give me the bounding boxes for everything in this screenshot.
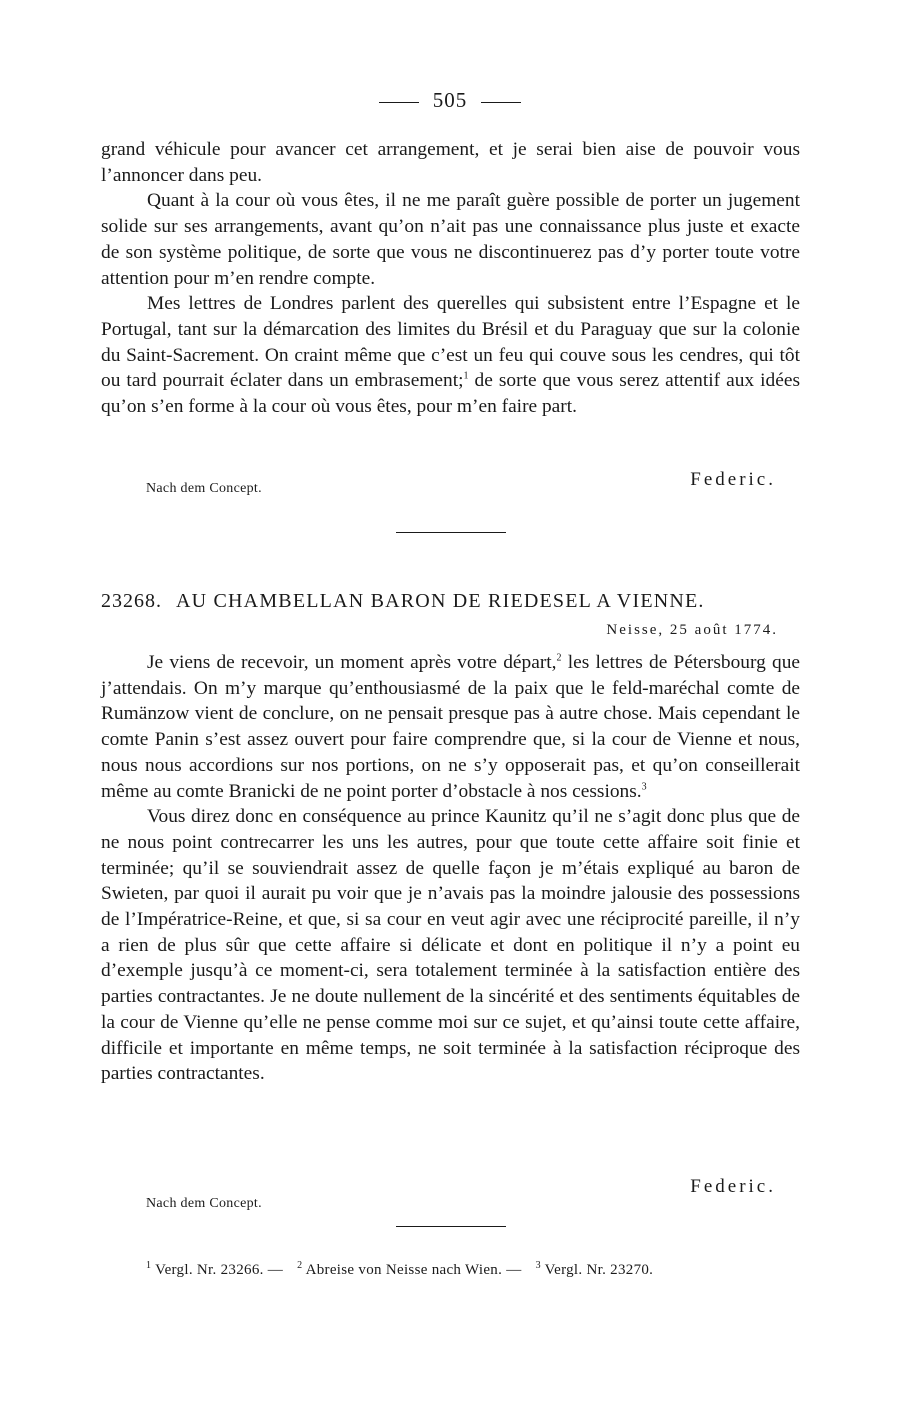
page-number: 505	[432, 88, 468, 112]
letter2-paragraph-1	[101, 650, 800, 804]
letter1-signature: Federic.	[690, 469, 776, 490]
footnote-2-text: Abreise von Neisse nach Wien. —	[305, 1262, 522, 1278]
letter2-title: AU CHAMBELLAN BARON DE RIEDESEL A VIENNE.	[176, 590, 705, 612]
letter1-paragraph-1: grand véhicule pour avancer cet arrangement, et je serai bien aise de pouvoir vous l’annoncer dans peu.	[101, 139, 800, 186]
letter1-concept-note: Nach dem Concept.	[146, 481, 262, 496]
section-divider	[396, 532, 506, 533]
page-header	[0, 88, 900, 113]
letter2-number: 23268.	[101, 590, 162, 612]
header-dash-left	[379, 102, 419, 103]
letter1-paragraph-2: Quant à la cour où vous êtes, il ne me paraît guère possible de porter un jugement solide sur ses arrangements, avant qu’on n’ait pas une connaissance plus juste et exacte de son système politique, de sorte que vous ne discontinuerez pas d’y porter toute votre attention pour m’en rendre compte.	[101, 190, 800, 289]
footnote-1-mark: 1	[146, 1260, 152, 1271]
letter1-paragraph-3-text-b: de sorte que vous serez attentif aux idées qu’on s’en forme à la cour où vous êtes, pour m’en faire part.	[101, 370, 800, 418]
header-dash-right	[481, 102, 521, 103]
footnote-2-mark: 2	[297, 1260, 303, 1271]
footnote-2	[297, 1262, 521, 1278]
letter2-signature: Federic.	[690, 1176, 776, 1197]
footnotes	[146, 1262, 806, 1279]
footnote-1-text: Vergl. Nr. 23266. —	[155, 1262, 284, 1278]
letter2-paragraph-1-text-a: Je viens de recevoir, un moment après votre départ,	[147, 652, 557, 673]
letter2-heading	[101, 590, 800, 613]
footnote-1	[146, 1262, 283, 1278]
letter2-paragraph-1-text-b: les lettres de Pétersbourg que j’attendais. On m’y marque qu’enthousiasmé de la paix que le feld-maréchal comte de Rumänzow vient de conclure, on ne pensait presque pas à autre chose. Mais cependant le comte Panin s’est assez ouvert pour faire comprendre que, si la cour de Vienne et nous, nous nous accordions sur nos portions, on ne s’y opposerait pas, et qu’on conseillerait même au comte Branicki de ne point porter d’obstacle à nos cessions.	[101, 652, 800, 802]
letter2-place-date: Neisse, 25 août 1774.	[606, 622, 778, 638]
footnote-3	[536, 1262, 654, 1278]
letter2-paragraph-2: Vous direz donc en conséquence au prince Kaunitz qu’il ne s’agit donc plus que de ne nous point contrecarrer les uns les autres, pour que toute cette affaire soit finie et terminée; qu’il se souviendrait assez de quelle façon je m’étais expliqué au baron de Swieten, par quoi il aurait pu voir que je n’avais pas la moindre jalousie des possessions de l’Impératrice-Reine, et que, si sa cour en veut agir avec une réciprocité pareille, il n’y a rien de plus sûr que cette affaire si délicate et dont en politique il n’y a point eu d’exemple jusqu’à ce moment-ci, sera totalement terminée à la satisfaction entière des parties contractantes. Je ne doute nullement de la sincérité et des sentiments équitables de la cour de Vienne qu’elle ne pense comme moi sur ce sujet, et qu’ainsi toute cette affaire, difficile et importante en même temps, ne soit terminée à la satisfaction réciproque des parties contractantes.	[101, 806, 800, 1085]
footnote-divider	[396, 1226, 506, 1227]
letter1-paragraph-3	[101, 291, 800, 420]
footnote-ref-2: 2	[556, 652, 562, 664]
letter2-concept-note: Nach dem Concept.	[146, 1196, 262, 1211]
footnote-3-text: Vergl. Nr. 23270.	[544, 1262, 654, 1278]
footnote-ref-1: 1	[463, 370, 469, 382]
footnote-3-mark: 3	[535, 1260, 541, 1271]
letter1-paragraph-3-text-a: Mes lettres de Londres parlent des querelles qui subsistent entre l’Espagne et le Portugal, tant sur la démarcation des limites du Brésil et du Paraguay que sur la colonie du Saint-Sacrement. On craint même que c’est un feu qui couve sous les cendres, qui tôt ou tard pourrait éclater dans un embrasement;	[101, 293, 800, 392]
footnote-ref-3: 3	[641, 781, 647, 793]
letter2-body	[101, 650, 800, 1087]
letter1-body	[101, 137, 800, 420]
